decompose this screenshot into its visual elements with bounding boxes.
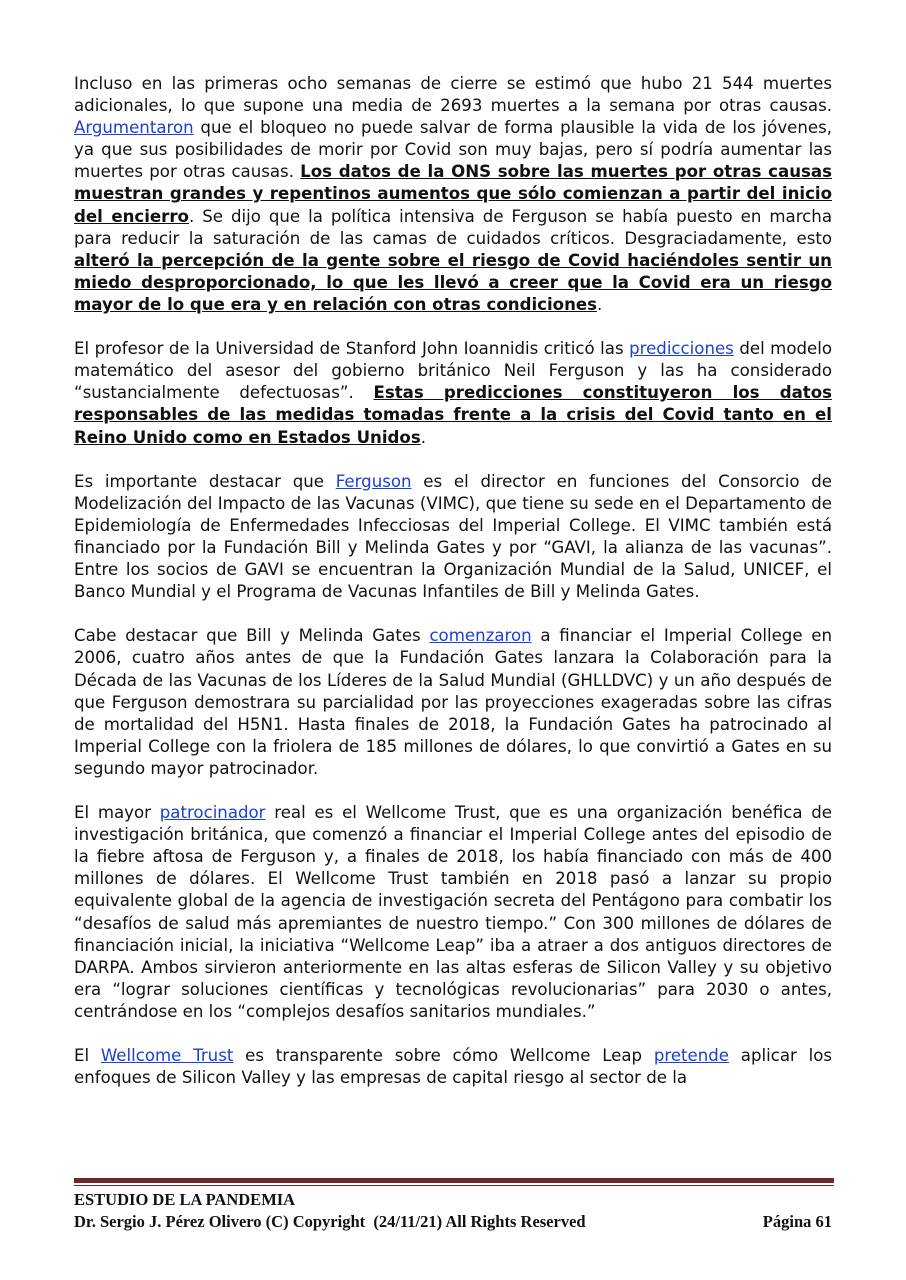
emphasis-text: alteró la percepción de la gente sobre el riesgo de Covid haciéndoles sentir un miedo desproporcionado, lo que les llevó a creer que la Covid era un riesgo mayor de lo que era y en relación con otras condiciones [74,250,832,314]
text-run: El profesor de la Universidad de Stanford John Ioannidis criticó las [74,339,630,359]
text-run: . [597,294,603,314]
emphasis-text: Los datos de la ONS sobre las muertes por otras causas muestran grandes y repentinos aumentos que sólo comienzan a partir del inicio del encierro [74,162,832,226]
paragraph-3 [74,471,832,604]
footer-title: ESTUDIO DE LA PANDEMIA [74,1190,296,1209]
text-run: es el director en funciones del Consorcio de Modelización del Impacto de las Vacunas (VIMC), que tiene su sede en el Departamento de Epidemiología de Enfermedades Infecciosas del Imperial College. El VIMC también está financiado por la Fundación Bill y Melinda Gates y por “GAVI, la alianza de las vacunas”. Entre los socios de GAVI se encuentran la Organización Mundial de la Salud, UNICEF, el Banco Mundial y el Programa de Vacunas Infantiles de Bill y Melinda Gates. [74,471,832,602]
text-run: aplicar los enfoques de Silicon Valley y las empresas de capital riesgo al sector de la [74,1046,832,1088]
text-run: . Se dijo que la política intensiva de Ferguson se había puesto en marcha para reducir la saturación de las camas de cuidados críticos. Desgraciadamente, esto [74,206,832,248]
page-footer [74,1189,832,1233]
link-pretende[interactable]: pretende [653,1046,730,1066]
text-run: . [420,427,426,447]
text-run: Incluso en las primeras ocho semanas de cierre se estimó que hubo 21 544 muertes adicionales, lo que supone una media de 2693 muertes a la semana por otras causas. [74,74,832,116]
link-patrocinador[interactable]: patrocinador [159,803,266,823]
text-run: que el bloqueo no puede salvar de forma plausible la vida de los jóvenes, ya que sus posibilidades de morir por Covid son muy bajas, pero sí podría aumentar las muertes por otras causas. [74,118,832,182]
paragraph-2 [74,338,832,448]
text-run: Es importante destacar que [74,471,336,491]
link-predicciones[interactable]: predicciones [629,339,734,359]
document-body [74,73,832,1111]
footer-copyright: Dr. Sergio J. Pérez Olivero (C) Copyright (24/11/21) All Rights Reserved [74,1212,586,1231]
link-wellcome-trust[interactable]: Wellcome Trust [100,1046,234,1066]
paragraph-6 [74,1045,832,1089]
link-argumentaron[interactable]: Argumentaron [74,118,194,138]
paragraph-1 [74,73,832,316]
paragraph-4 [74,625,832,780]
text-run: a financiar el Imperial College en 2006, cuatro años antes de que la Fundación Gates lanzara la Colaboración para la Década de las Vacunas de los Líderes de la Salud Mundial (GHLLDVC) y un año después de que Ferguson demostrara su parcialidad por las proyecciones exageradas sobre las cifras de mortalidad del H5N1. Hasta finales de 2018, la Fundación Gates ha patrocinado al Imperial College con la friolera de 185 millones de dólares, lo que convirtió a Gates en su segundo mayor patrocinador. [74,626,832,778]
text-run: Cabe destacar que Bill y Melinda Gates [74,626,430,646]
text-run: real es el Wellcome Trust, que es una organización benéfica de investigación británica, que comenzó a financiar el Imperial College antes del episodio de la fiebre aftosa de Ferguson y, a finales de 2018, los había financiado con más de 400 millones de dólares. El Wellcome Trust también en 2018 pasó a lanzar su propio equivalente global de la agencia de investigación secreta del Pentágono para combatir los “desafíos de salud más apremiantes de nuestro tiempo.” Con 300 millones de dólares de financiación inicial, la iniciativa “Wellcome Leap” iba a atraer a dos antiguos directores de DARPA. Ambos sirvieron anteriormente en las altas esferas de Silicon Valley y su objetivo era “lograr soluciones científicas y tecnológicas revolucionarias” para 2030 o antes, centrándose en los “complejos desafíos sanitarios mundiales.” [74,803,832,1021]
text-run: El mayor [74,803,160,823]
footer-divider-thick [74,1178,834,1183]
page-number: Página 61 [762,1212,832,1231]
emphasis-text: Estas predicciones constituyeron los datos responsables de las medidas tomadas frente a la crisis del Covid tanto en el Reino Unido como en Estados Unidos [74,383,832,447]
footer-divider-thin [74,1185,834,1186]
text-run: El [74,1046,101,1066]
link-comenzaron[interactable]: comenzaron [429,626,532,646]
text-run: es transparente sobre cómo Wellcome Leap [233,1046,654,1066]
paragraph-5 [74,802,832,1023]
text-run: del modelo matemático del asesor del gobierno británico Neil Ferguson y las ha considerado “sustancialmente defectuosas”. [74,339,832,403]
link-ferguson[interactable]: Ferguson [335,471,412,491]
